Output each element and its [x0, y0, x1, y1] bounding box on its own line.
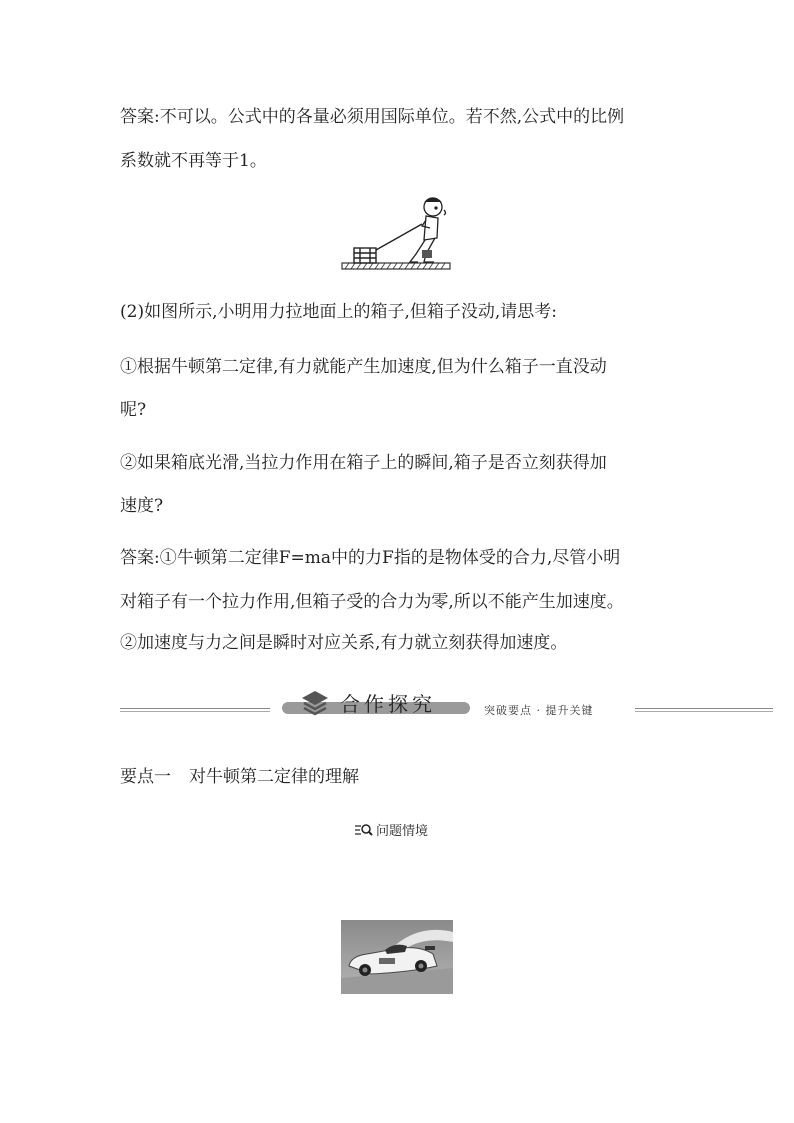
banner-subtitle: 突破要点 · 提升关键: [484, 704, 594, 717]
answer2-line1: 答案:①牛顿第二定律F=ma中的力F指的是物体受的合力,尽管小明: [120, 548, 621, 568]
banner-rule-right: [635, 708, 773, 712]
answer2-line2: 对箱子有一个拉力作用,但箱子受的合力为零,所以不能产生加速度。: [120, 592, 624, 612]
magnifier-icon: [354, 823, 374, 837]
section-label: 要点一: [120, 767, 171, 787]
race-car-photo: [341, 920, 453, 994]
rope: [376, 224, 422, 250]
scenario-heading: [354, 820, 428, 839]
section-banner: [0, 686, 794, 726]
answer2-line3: ②加速度与力之间是瞬时对应关系,有力就立刻获得加速度。: [120, 633, 568, 653]
banner-title: 合作探究: [340, 692, 436, 716]
section-title: 对牛顿第二定律的理解: [189, 767, 359, 787]
question2-q1-line1: ①根据牛顿第二定律,有力就能产生加速度,但为什么箱子一直没动: [120, 357, 607, 377]
box: [354, 248, 376, 263]
banner-rule-left: [120, 708, 270, 712]
question2-intro: (2)如图所示,小明用力拉地面上的箱子,但箱子没动,请思考:: [120, 302, 558, 322]
ground: [342, 263, 450, 269]
layers-icon: [300, 689, 330, 717]
boy-pulling-box-illustration: [340, 190, 452, 272]
section-heading: [120, 762, 359, 787]
answer1-line1: 答案:不可以。公式中的各量必须用国际单位。若不然,公式中的比例: [120, 107, 625, 127]
question2-q2-line2: 速度?: [120, 496, 164, 516]
boy: [410, 198, 446, 262]
question2-q2-line1: ②如果箱底光滑,当拉力作用在箱子上的瞬间,箱子是否立刻获得加: [120, 453, 607, 473]
answer1-line2: 系数就不再等于1。: [120, 151, 267, 171]
question2-q1-line2: 呢?: [120, 400, 147, 420]
scenario-label: 问题情境: [376, 824, 429, 839]
